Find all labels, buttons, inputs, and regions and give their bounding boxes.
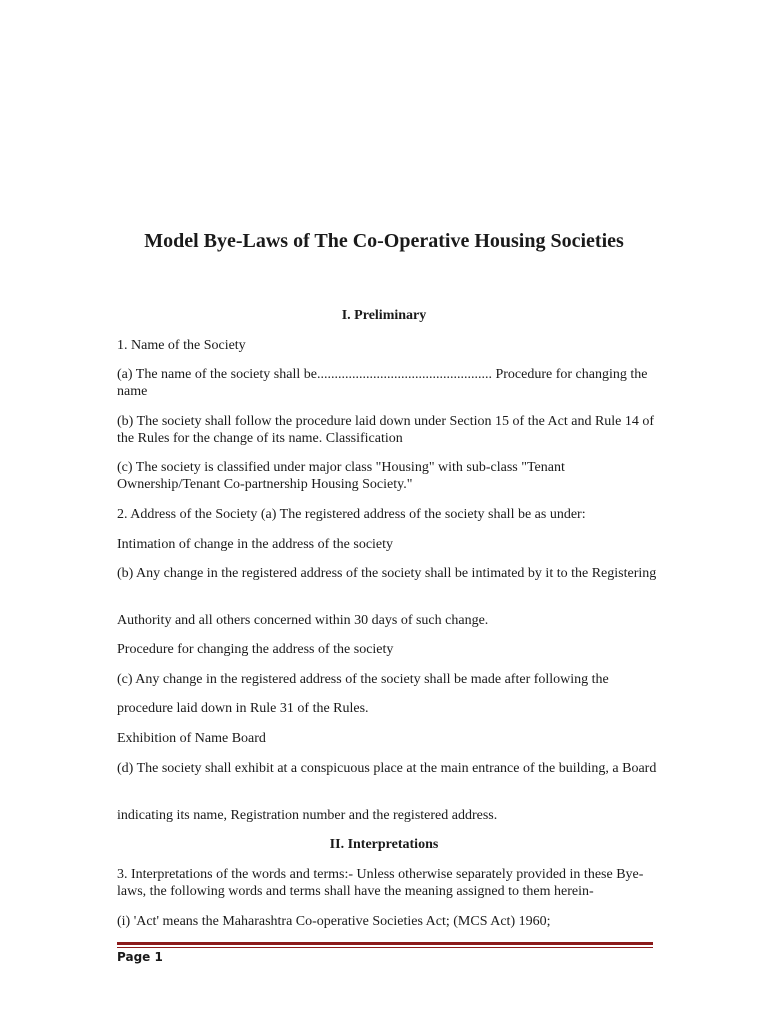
paragraph-name-board-heading: Exhibition of Name Board <box>117 731 266 746</box>
paragraph-interpretations-intro: 3. Interpretations of the words and terms:- Unless otherwise separately provided in these Bye-laws, the following words and terms shall have the meaning assigned to them herein- <box>117 867 644 899</box>
paragraph-address-intimation-heading: Intimation of change in the address of the society <box>117 537 394 552</box>
paragraph-address-of-society: 2. Address of the Society (a) The registered address of the society shall be as under: <box>117 507 586 522</box>
paragraph-address-clause-c: (c) Any change in the registered address of the society shall be made after following the <box>117 672 609 687</box>
paragraph-classification-clause-c: (c) The society is classified under major class "Housing" with sub-class "Tenant Ownership/Tenant Co-partnership Housing Society." <box>117 460 565 492</box>
paragraph-name-clause-a: (a) The name of the society shall be.................................................. Procedure for changing the name <box>117 367 648 399</box>
paragraph-interpretation-act: (i) 'Act' means the Maharashtra Co-operative Societies Act; (MCS Act) 1960; <box>117 914 551 929</box>
footer-rule-thin <box>117 947 653 948</box>
paragraph-address-change-heading: Procedure for changing the address of the society <box>117 642 394 657</box>
paragraph-name-clause-b: (b) The society shall follow the procedure laid down under Section 15 of the Act and Rule 14 of the Rules for the change of its name. Classification <box>117 414 655 446</box>
section-heading-interpretations: II. Interpretations <box>329 837 439 852</box>
paragraph-name-of-society: 1. Name of the Society <box>117 338 246 353</box>
footer-rule-thick <box>117 942 653 945</box>
paragraph-address-clause-c-cont: procedure laid down in Rule 31 of the Rules. <box>117 701 369 716</box>
section-heading-preliminary: I. Preliminary <box>341 308 427 323</box>
paragraph-name-board-clause-d-cont: indicating its name, Registration number and the registered address. <box>117 808 498 823</box>
document-title: Model Bye-Laws of The Co-Operative Housing Societies <box>144 230 624 252</box>
paragraph-address-clause-b: (b) Any change in the registered address of the society shall be intimated by it to the Registering <box>117 566 657 581</box>
paragraph-address-clause-b-cont: Authority and all others concerned within 30 days of such change. <box>117 613 489 628</box>
page-number: Page 1 <box>117 950 163 964</box>
paragraph-name-board-clause-d: (d) The society shall exhibit at a conspicuous place at the main entrance of the building, a Board <box>117 761 657 776</box>
